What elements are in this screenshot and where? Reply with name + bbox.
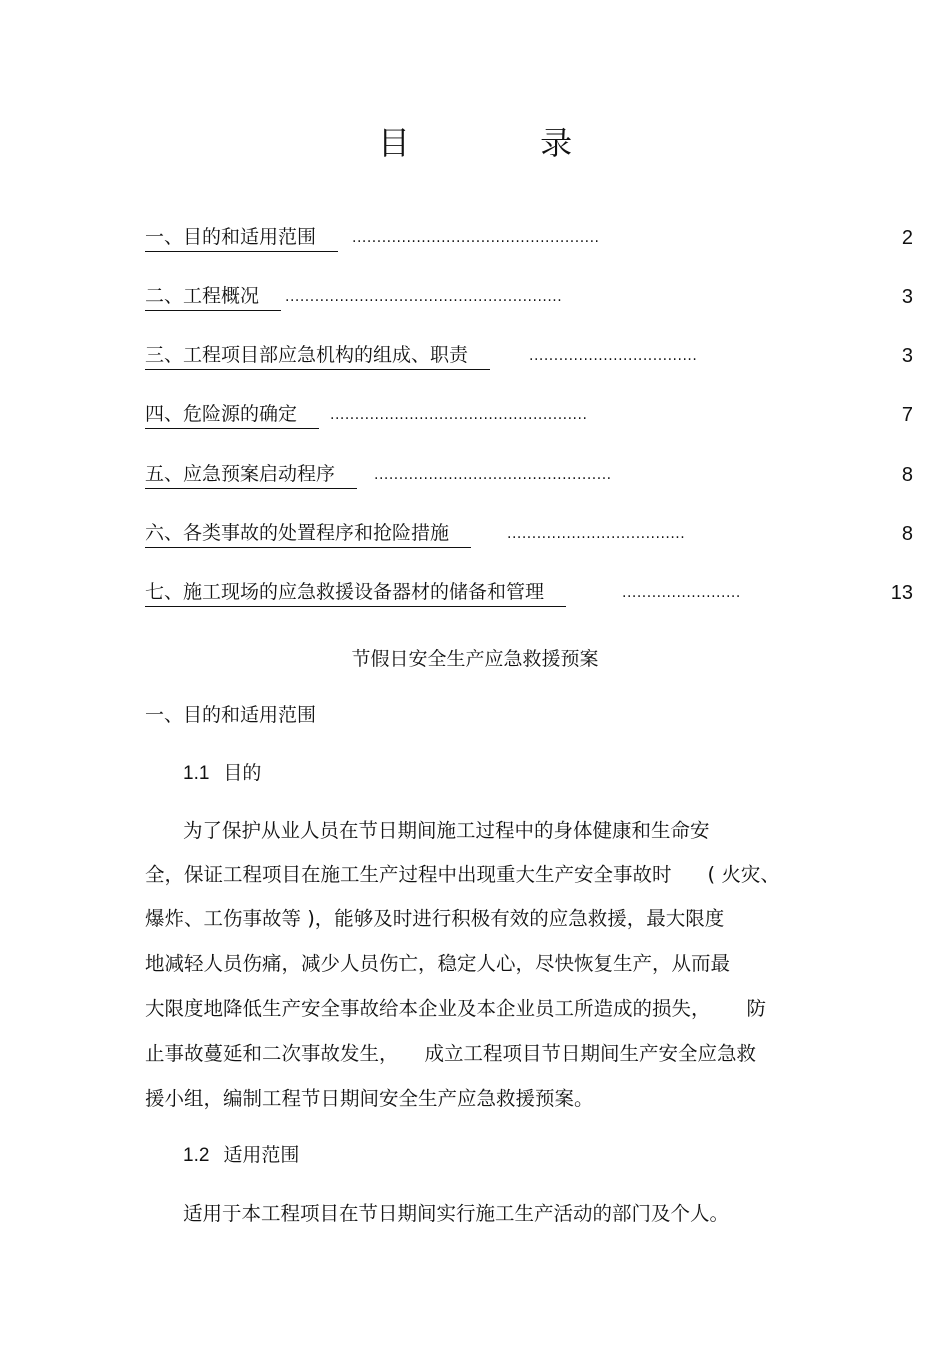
toc-leader-dots: ................................................: [374, 467, 612, 483]
paragraph-text: 防: [746, 997, 767, 1020]
toc-entry-label[interactable]: 一、目的和适用范围: [145, 223, 338, 252]
paragraph-text: 成立工程项目节日期间生产安全应急救: [424, 1042, 757, 1065]
toc-entry[interactable]: [145, 341, 913, 371]
toc-entry[interactable]: [145, 282, 913, 312]
toc-entry-label[interactable]: 二、工程概况: [145, 282, 281, 311]
toc-entry[interactable]: [145, 519, 913, 549]
toc-entry[interactable]: [145, 400, 913, 430]
toc-entry-page: 7: [901, 404, 913, 426]
paragraph-line: 为了保护从业人员在节日期间施工过程中的身体健康和生命安: [183, 819, 710, 842]
toc-entry-page: 8: [901, 523, 913, 545]
subsection-number: 1.1: [183, 763, 210, 784]
paragraph-text: 止事故蔓延和二次事故发生，: [145, 1042, 399, 1065]
toc-entry-page: 3: [901, 286, 913, 308]
toc-entry-page: 2: [901, 227, 913, 249]
toc-leader-dots: ....................................................: [330, 407, 588, 423]
toc-entry[interactable]: [145, 578, 913, 608]
paragraph-line: 爆炸、工伤事故等 )，能够及时进行积极有效的应急救援，最大限度: [145, 907, 725, 930]
toc-entry[interactable]: [145, 223, 913, 253]
toc-leader-dots: ..................................................: [352, 230, 600, 246]
paragraph-text: ( 火灾、: [707, 863, 780, 886]
subsection-title: 适用范围: [223, 1144, 300, 1166]
toc-leader-dots: ........................................................: [285, 289, 563, 305]
subsection-number: 1.2: [183, 1145, 210, 1166]
section-heading: 一、目的和适用范围: [145, 704, 317, 726]
toc-entry[interactable]: [145, 460, 913, 490]
paragraph-line: 援小组，编制工程节日期间安全生产应急救援预案。: [145, 1087, 594, 1110]
toc-entry-page: 13: [890, 582, 913, 604]
subsection-title: 目的: [223, 762, 262, 784]
document-title: 节假日安全生产应急救援预案: [351, 648, 599, 670]
paragraph-line: 地减轻人员伤痛，减少人员伤亡，稳定人心，尽快恢复生产，从而最: [145, 952, 731, 975]
toc-entry-label[interactable]: 三、工程项目部应急机构的组成、职责: [145, 341, 490, 370]
toc-entry-label[interactable]: 六、各类事故的处置程序和抢险措施: [145, 519, 471, 548]
toc-entry-label[interactable]: 四、危险源的确定: [145, 400, 319, 429]
toc-leader-dots: ........................: [622, 585, 741, 601]
toc-entry-label[interactable]: 五、应急预案启动程序: [145, 460, 357, 489]
toc-entry-page: 8: [901, 464, 913, 486]
subsection-heading: [183, 1139, 299, 1172]
toc-leader-dots: ..................................: [529, 348, 698, 364]
paragraph-text: 大限度地降低生产安全事故给本企业及本企业员工所造成的损失，: [145, 997, 711, 1020]
toc-leader-dots: ....................................: [507, 526, 686, 542]
paragraph-line: [145, 859, 780, 891]
toc-entry-page: 3: [901, 345, 913, 367]
toc-entry-label[interactable]: 七、施工现场的应急救援设备器材的储备和管理: [145, 578, 566, 607]
paragraph-line: [145, 993, 766, 1025]
paragraph-line: 适用于本工程项目在节日期间实行施工生产活动的部门及个人。: [183, 1202, 730, 1225]
subsection-heading: [183, 757, 261, 790]
paragraph-line: [145, 1038, 756, 1070]
paragraph-text: 全，保证工程项目在施工生产过程中出现重大生产安全事故时: [145, 863, 672, 886]
toc-title: 目 录: [377, 124, 633, 162]
